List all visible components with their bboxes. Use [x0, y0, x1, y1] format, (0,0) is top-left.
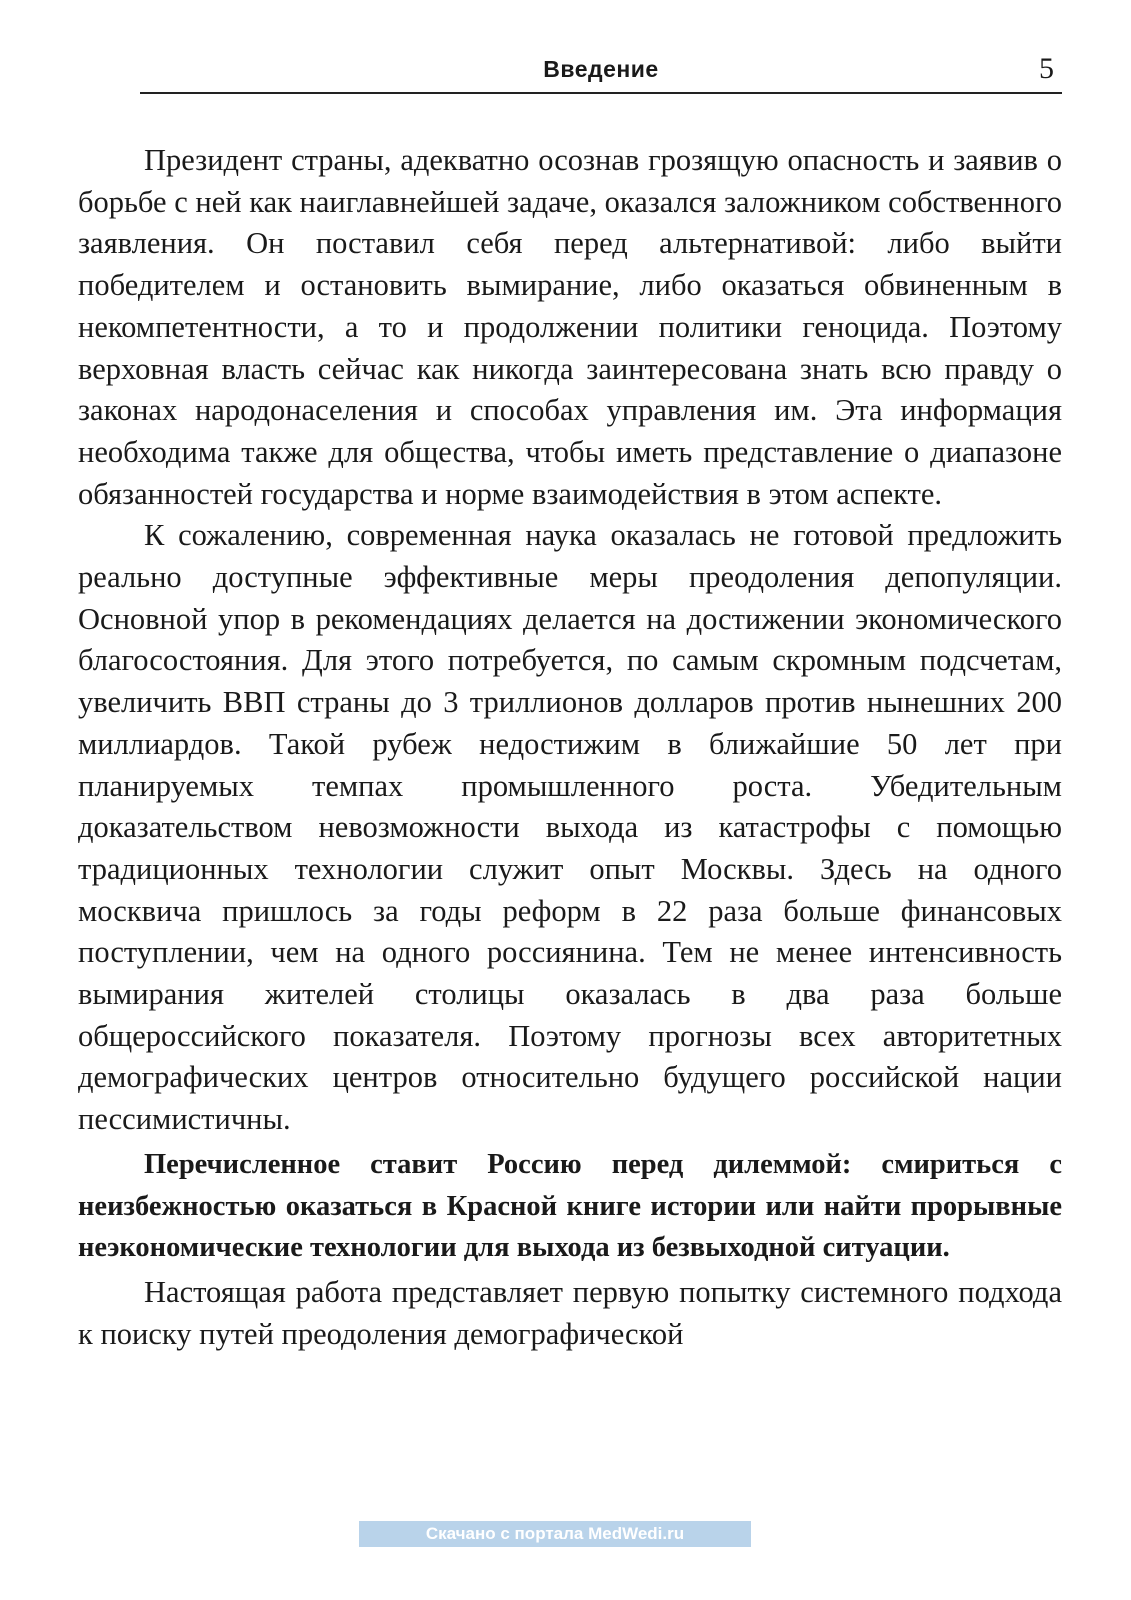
paragraph-3-bold: Перечисленное ставит Россию перед дилеммой: смириться с неизбежностью оказаться в Красной книге истории или найти прорывные неэкономические технологии для выхода из безвыходной ситуации. — [78, 1148, 1062, 1264]
paragraph-4: Настоящая работа представляет первую попытку системного подхода к поиску путей преодоления демографической — [78, 1274, 1062, 1351]
paragraph-2: К сожалению, современная наука оказалась не готовой предложить реально доступные эффективные меры преодоления депопуляции. Основной упор в рекомендациях делается на достижении экономического благосостояния. Для этого потребуется, по самым скромным подсчетам, увеличить ВВП страны до 3 триллионов долларов против нынешних 200 миллиардов. Такой рубеж недостижим в ближайшие 50 лет при планируемых темпах промышленного роста. Убедительным доказательством невозможности выхода из катастрофы с помощью традиционных технологии служит опыт Москвы. Здесь на одного москвича пришлось за годы реформ в 22 раза больше финансовых поступлении, чем на одного россиянина. Тем не менее интенсивность вымирания жителей столицы оказалась в два раза больше общероссийского показателя. Поэтому прогнозы всех авторитетных демографических центров относительно будущего российской нации пессимистичны. — [78, 518, 1062, 1137]
body-text — [78, 140, 1062, 1355]
download-source-banner: Скачано с портала MedWedi.ru — [359, 1521, 751, 1547]
chapter-title: Введение — [543, 56, 659, 82]
page-number: 5 — [1039, 52, 1054, 85]
running-header — [140, 52, 1062, 98]
paragraph-1: Президент страны, адекватно осознав грозящую опасность и заявив о борьбе с ней как наиглавнейшей задаче, оказался заложником собственного заявления. Он поставил себя перед альтернативой: либо выйти победителем и остановить вымирание, либо оказаться обвиненным в некомпетентности, а то и продолжении политики геноцида. Поэтому верховная власть сейчас как никогда заинтересована знать всю правду о законах народонаселения и способах управления им. Эта информация необходима также для общества, чтобы иметь представление о диапазоне обязанностей государства и норме взаимодействия в этом аспекте. — [78, 143, 1062, 511]
header-rule — [140, 92, 1062, 94]
